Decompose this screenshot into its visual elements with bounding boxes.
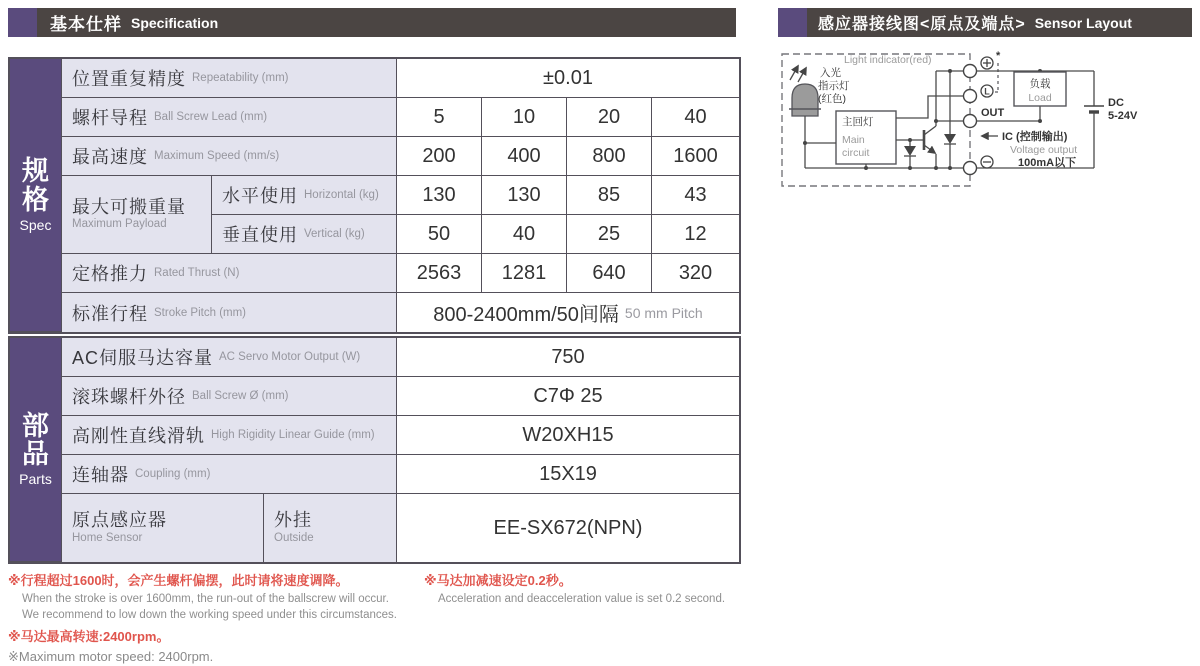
voltage-output-label: Voltage output bbox=[1010, 144, 1078, 156]
terminal-out bbox=[964, 115, 977, 128]
value-ball-screw-od: C7Φ 25 bbox=[397, 377, 739, 416]
ic-label: IC (控制输出) bbox=[1002, 131, 1068, 143]
label-en: Vertical (kg) bbox=[304, 228, 365, 240]
spec-section-label-zh: 规格 bbox=[22, 156, 49, 215]
wire bbox=[896, 96, 963, 118]
label-en: Ball Screw Ø (mm) bbox=[192, 390, 289, 402]
main-circuit-en2: circuit bbox=[842, 147, 870, 159]
label-en: AC Servo Motor Output (W) bbox=[219, 351, 361, 363]
row-label-home-sensor bbox=[62, 494, 264, 562]
value-payload-h-2: 130 bbox=[482, 176, 567, 215]
label-zh: 最大可搬重量 bbox=[72, 196, 186, 217]
zener-diode-icon bbox=[904, 146, 916, 156]
value-lead-1: 5 bbox=[397, 98, 482, 137]
row-label-linear-guide bbox=[62, 416, 397, 455]
l-symbol-letter: L bbox=[984, 86, 990, 97]
value-speed-4: 1600 bbox=[652, 137, 739, 176]
note-stroke-en2: We recommend to low down the working speed under this circumstances. bbox=[22, 608, 397, 621]
note-motor-speed-en: ※Maximum motor speed: 2400rpm. bbox=[8, 648, 214, 664]
sensor-header-title-en: Sensor Layout bbox=[1034, 14, 1132, 31]
terminal-minus bbox=[964, 162, 977, 175]
junction-dot bbox=[803, 141, 807, 145]
value-repeatability: ±0.01 bbox=[397, 59, 739, 98]
note-motor-speed-zh: ※马达最高转速:2400rpm。 bbox=[8, 629, 170, 645]
sensor-wiring-diagram bbox=[778, 46, 1192, 198]
junction-dot bbox=[948, 166, 952, 170]
junction-dot bbox=[948, 69, 952, 73]
label-zh: 定格推力 bbox=[72, 264, 148, 284]
sensor-header-bar bbox=[778, 8, 1192, 37]
label-en: High Rigidity Linear Guide (mm) bbox=[211, 429, 375, 441]
value-stroke-pitch bbox=[397, 293, 739, 332]
star-mark: * bbox=[996, 50, 1001, 62]
value-linear-guide: W20XH15 bbox=[397, 416, 739, 455]
parts-table bbox=[8, 336, 741, 564]
dc-label: DC bbox=[1108, 97, 1124, 109]
junction-dot bbox=[908, 138, 912, 142]
label-zh: 水平使用 bbox=[222, 186, 298, 206]
value-coupling: 15X19 bbox=[397, 455, 739, 494]
row-label-rated-thrust bbox=[62, 254, 397, 293]
row-label-stroke-pitch bbox=[62, 293, 397, 332]
row-label-max-payload bbox=[62, 176, 212, 254]
value-payload-h-4: 43 bbox=[652, 176, 739, 215]
led-label-zh3: (红色) bbox=[818, 93, 846, 105]
led-label-zh1: 入光 bbox=[820, 67, 841, 79]
transistor-collector bbox=[924, 126, 936, 135]
row-label-coupling bbox=[62, 455, 397, 494]
junction-dot bbox=[1038, 119, 1042, 123]
zener-diode-icon bbox=[944, 134, 956, 144]
row-label-max-speed bbox=[62, 137, 397, 176]
junction-dot bbox=[934, 119, 938, 123]
note-stroke-zh: ※行程超过1600时，会产生螺杆偏摆，此时请将速度调降。 bbox=[8, 573, 349, 588]
label-zh: 原点感应器 bbox=[72, 510, 167, 531]
sensor-header-title-zh: 感应器接线图<原点及端点> bbox=[818, 16, 1026, 33]
led-label-zh2: 指示灯 bbox=[818, 80, 850, 92]
load-label-en: Load bbox=[1028, 92, 1052, 104]
value-home-sensor: EE-SX672(NPN) bbox=[397, 494, 739, 562]
label-zh: 滚珠螺杆外径 bbox=[72, 387, 186, 407]
label-en: Rated Thrust (N) bbox=[154, 267, 240, 279]
label-zh: 螺杆导程 bbox=[72, 108, 148, 128]
spec-table bbox=[8, 57, 741, 334]
stroke-value-main: 800-2400mm/50间隔 bbox=[433, 304, 619, 326]
label-en: Maximum Payload bbox=[72, 218, 167, 231]
label-zh: AC伺服马达容量 bbox=[72, 348, 214, 368]
label-zh: 外挂 bbox=[274, 510, 312, 531]
light-ray-arrow bbox=[798, 68, 806, 82]
row-label-payload-vertical bbox=[212, 215, 397, 254]
label-en: Maximum Speed (mm/s) bbox=[154, 150, 280, 162]
label-en: Horizontal (kg) bbox=[304, 189, 379, 201]
spec-header-title-zh: 基本仕样 bbox=[50, 15, 122, 34]
value-payload-h-3: 85 bbox=[567, 176, 652, 215]
junction-dot bbox=[934, 166, 938, 170]
value-servo-output: 750 bbox=[397, 338, 739, 377]
main-circuit-zh: 主回灯 bbox=[842, 116, 874, 128]
label-zh: 最高速度 bbox=[72, 147, 148, 167]
value-lead-4: 40 bbox=[652, 98, 739, 137]
label-en: Coupling (mm) bbox=[135, 468, 211, 480]
terminal-l bbox=[964, 90, 977, 103]
label-en: Stroke Pitch (mm) bbox=[154, 306, 247, 319]
spec-section-label-en: Spec bbox=[19, 216, 52, 233]
note-accel-en: Acceleration and deacceleration value is set 0.2 second. bbox=[438, 592, 726, 605]
dc-voltage-label: 5-24V bbox=[1108, 110, 1138, 122]
row-label-payload-horizontal bbox=[212, 176, 397, 215]
value-speed-3: 800 bbox=[567, 137, 652, 176]
label-zh: 位置重复精度 bbox=[72, 69, 186, 89]
value-speed-2: 400 bbox=[482, 137, 567, 176]
value-payload-h-1: 130 bbox=[397, 176, 482, 215]
row-label-servo-output bbox=[62, 338, 397, 377]
header-accent-square bbox=[8, 8, 37, 37]
stroke-value-sub: 50 mm Pitch bbox=[624, 304, 703, 321]
out-label: OUT bbox=[981, 107, 1005, 119]
current-limit-label: 100mA以下 bbox=[1018, 157, 1077, 169]
label-zh: 高刚性直线滑轨 bbox=[72, 426, 205, 446]
spec-section-header bbox=[10, 59, 62, 332]
note-stroke-en1: When the stroke is over 1600mm, the run-out of the ballscrew will occur. bbox=[22, 592, 389, 605]
value-payload-v-4: 12 bbox=[652, 215, 739, 254]
spec-header-bar bbox=[8, 8, 736, 37]
value-thrust-4: 320 bbox=[652, 254, 739, 293]
parts-section-label-zh: 部品 bbox=[22, 410, 49, 469]
light-ray-arrow bbox=[790, 66, 798, 80]
value-payload-v-3: 25 bbox=[567, 215, 652, 254]
terminal-plus bbox=[964, 65, 977, 78]
led-indicator-icon bbox=[792, 84, 818, 116]
label-en: Ball Screw Lead (mm) bbox=[154, 111, 268, 123]
value-thrust-3: 640 bbox=[567, 254, 652, 293]
value-payload-v-2: 40 bbox=[482, 215, 567, 254]
notes-left bbox=[8, 572, 418, 666]
row-label-ball-screw-lead bbox=[62, 98, 397, 137]
junction-dot bbox=[864, 166, 868, 170]
value-thrust-2: 1281 bbox=[482, 254, 567, 293]
parts-section-header bbox=[10, 338, 62, 562]
main-circuit-en1: Main bbox=[842, 134, 865, 146]
value-lead-2: 10 bbox=[482, 98, 567, 137]
label-en: Home Sensor bbox=[72, 531, 143, 544]
label-en: Outside bbox=[274, 531, 314, 544]
transistor-emitter bbox=[924, 145, 935, 153]
junction-dot bbox=[908, 166, 912, 170]
label-en: Repeatability (mm) bbox=[192, 72, 289, 84]
spec-header-title-en: Specification bbox=[131, 14, 219, 31]
value-lead-3: 20 bbox=[567, 98, 652, 137]
load-label-zh: 负载 bbox=[1029, 78, 1051, 90]
row-label-repeatability bbox=[62, 59, 397, 98]
label-zh: 垂直使用 bbox=[222, 225, 298, 245]
value-payload-v-1: 50 bbox=[397, 215, 482, 254]
header-accent-square bbox=[778, 8, 807, 37]
notes-right bbox=[424, 572, 754, 607]
row-label-home-sensor-outside bbox=[264, 494, 397, 562]
light-indicator-label: Light indicator(red) bbox=[844, 54, 932, 66]
label-zh: 标准行程 bbox=[72, 303, 148, 324]
row-label-ball-screw-od bbox=[62, 377, 397, 416]
parts-section-label-en: Parts bbox=[19, 471, 52, 488]
value-thrust-1: 2563 bbox=[397, 254, 482, 293]
label-zh: 连轴器 bbox=[72, 465, 129, 485]
note-accel-zh: ※马达加减速设定0.2秒。 bbox=[424, 573, 572, 588]
value-speed-1: 200 bbox=[397, 137, 482, 176]
